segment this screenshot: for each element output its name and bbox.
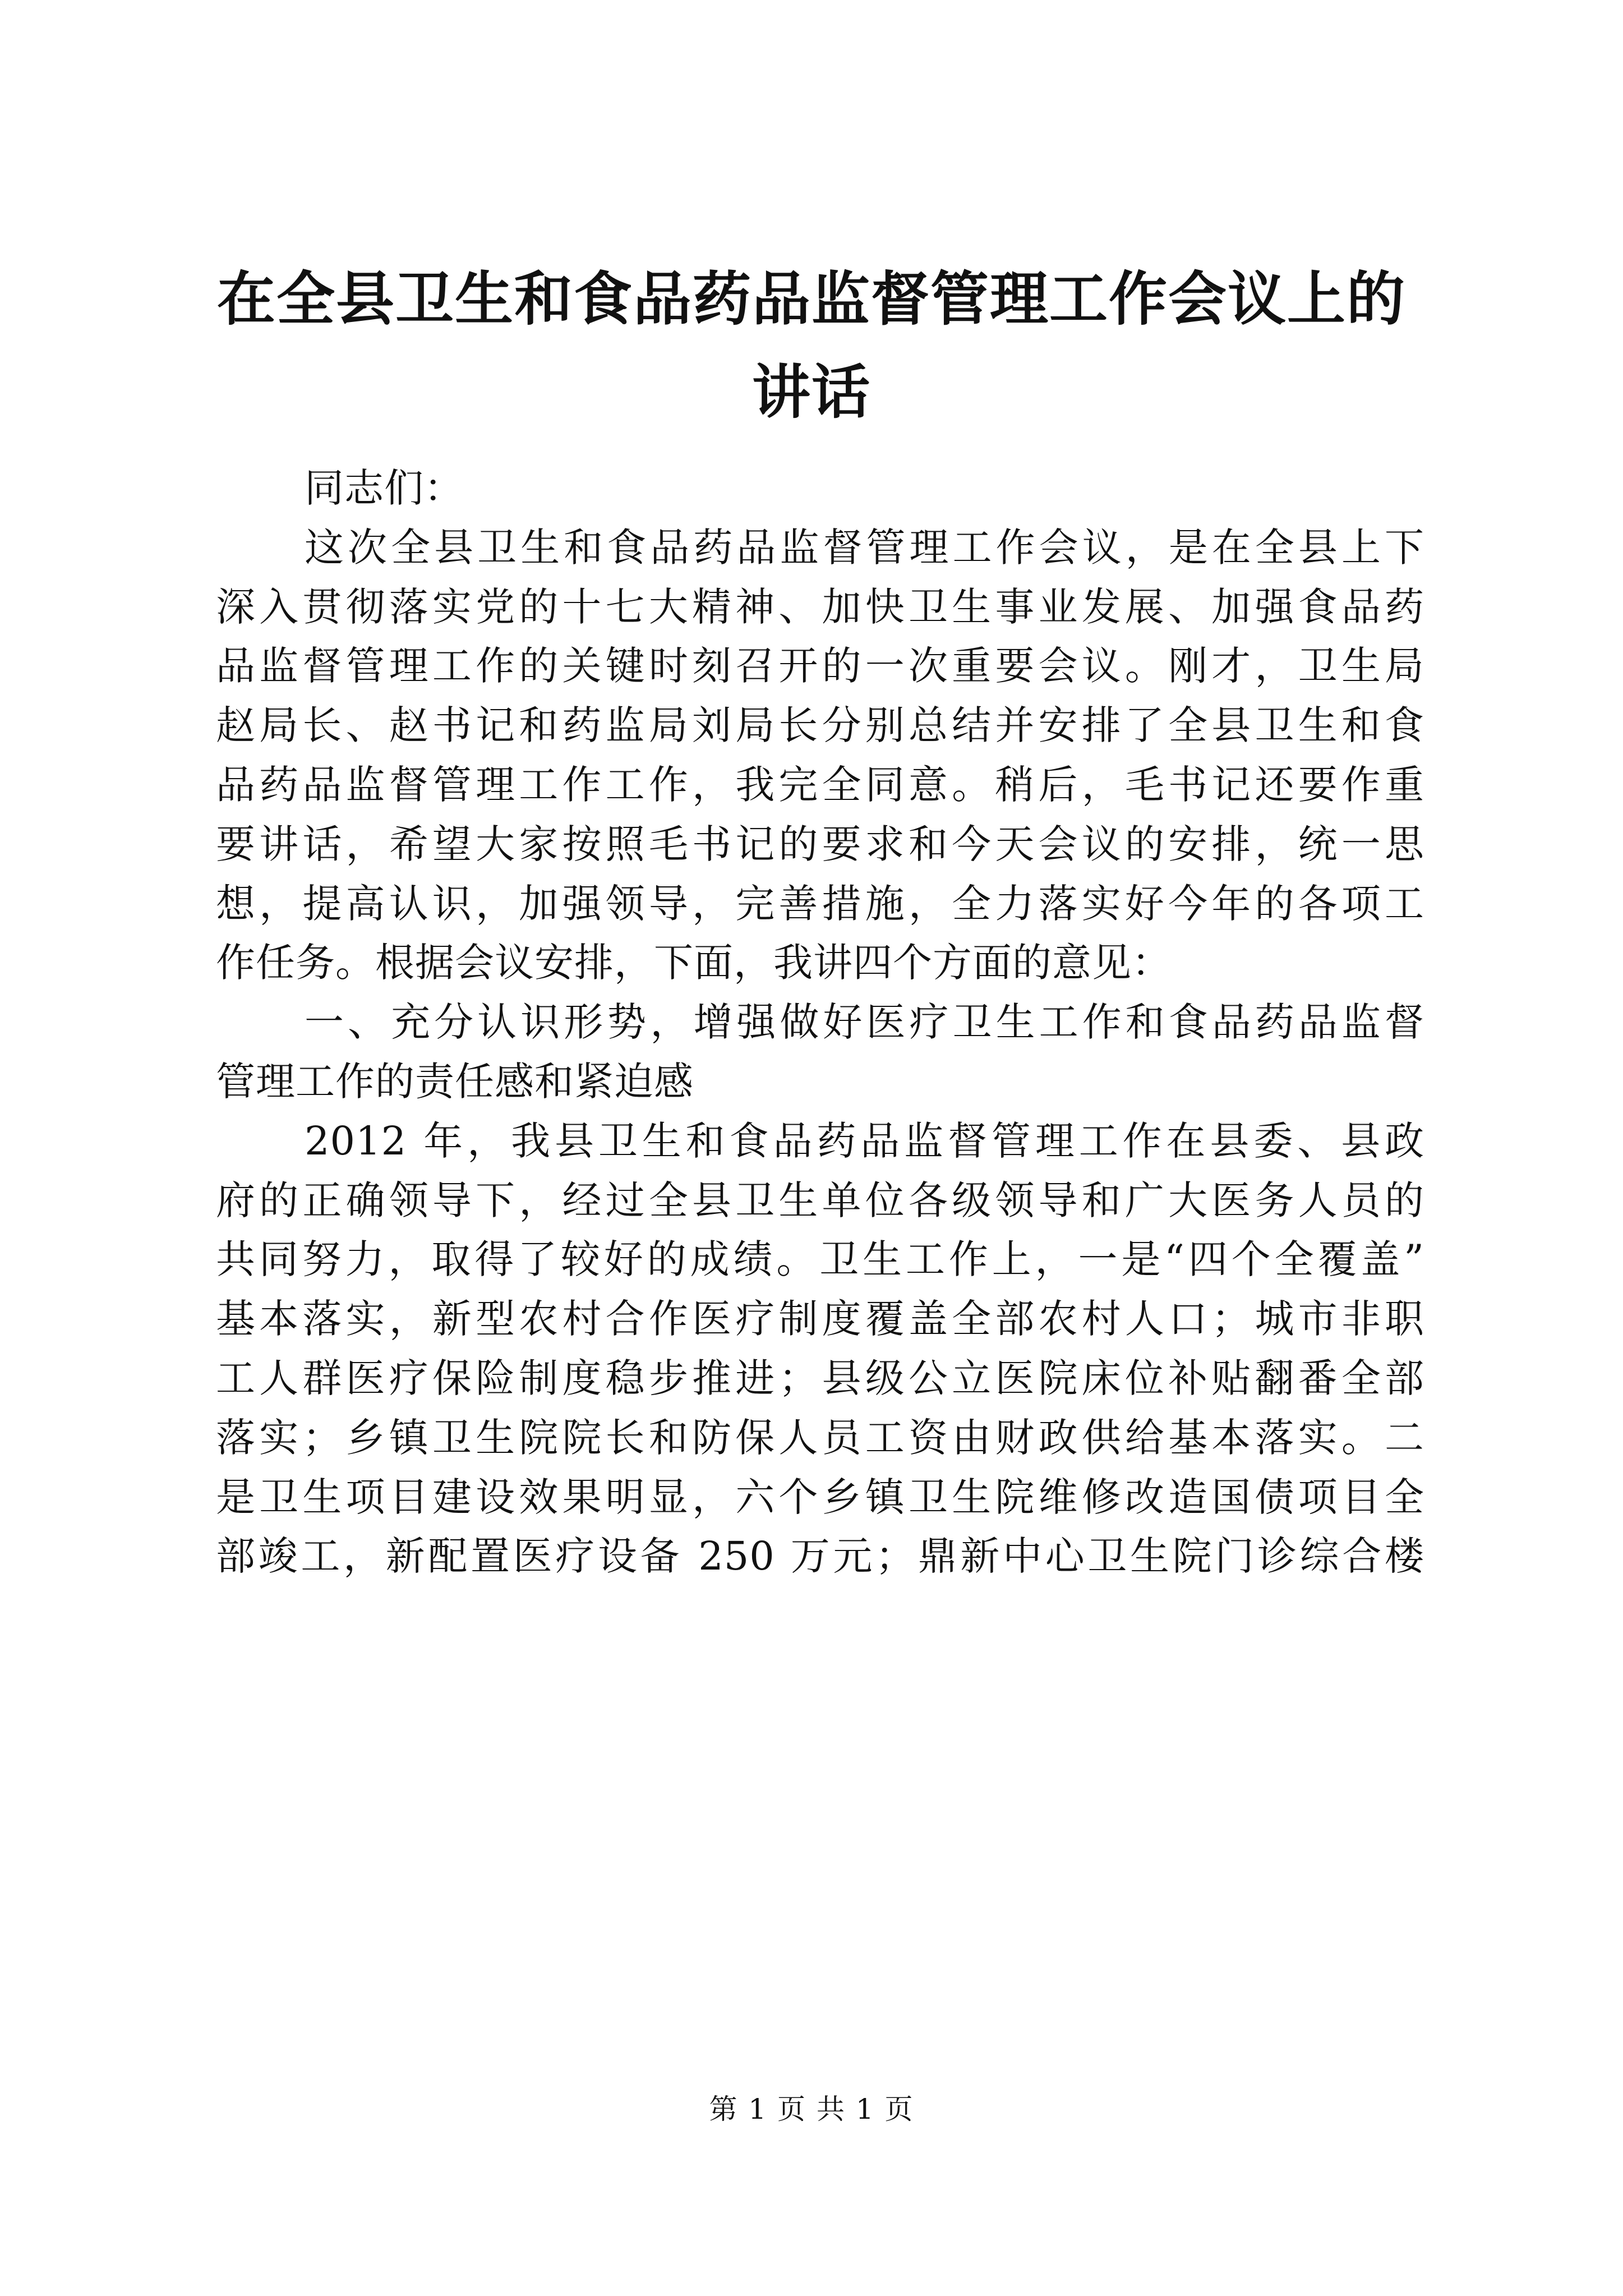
section-heading-line: 管理工作的责任感和紧迫感 [216,1058,694,1105]
body-line: 共同努力，取得了较好的成绩。卫生工作上，一是“四个全覆盖” [216,1236,1424,1283]
body-line: 要讲话，希望大家按照毛书记的要求和今天会议的安排，统一思 [216,821,1424,867]
page-footer: 第 1 页 共 1 页 [709,2093,914,2125]
title-line: 在全县卫生和食品药品监督管理工作会议上的 [216,264,1406,333]
section-heading-line: 一、充分认识形势，增强做好医疗卫生工作和食品药品监督 [305,999,1424,1046]
document-body [216,459,1424,1586]
document-title [202,252,1421,439]
body-line: 府的正确领导下，经过全县卫生单位各级领导和广大医务人员的 [216,1177,1424,1223]
body-line: 这次全县卫生和食品药品监督管理工作会议，是在全县上下 [305,524,1424,570]
body-line: 部竣工，新配置医疗设备 250 万元；鼎新中心卫生院门诊综合楼 [216,1533,1424,1580]
body-line: 赵局长、赵书记和药监局刘局长分别总结并安排了全县卫生和食 [216,702,1424,749]
body-line: 落实；乡镇卫生院院长和防保人员工资由财政供给基本落实。二 [216,1414,1424,1461]
body-line: 作任务。根据会议安排，下面，我讲四个方面的意见： [216,940,1172,986]
body-line: 深入贯彻落实党的十七大精神、加快卫生事业发展、加强食品药 [216,583,1424,630]
body-line: 品监督管理工作的关键时刻召开的一次重要会议。刚才，卫生局 [216,643,1424,689]
body-line: 品药品监督管理工作工作，我完全同意。稍后，毛书记还要作重 [216,761,1424,808]
title-line: 讲话 [751,357,871,426]
body-line: 基本落实，新型农村合作医疗制度覆盖全部农村人口；城市非职 [216,1296,1424,1342]
salutation: 同志们： [305,465,464,511]
body-line: 是卫生项目建设效果明显，六个乡镇卫生院维修改造国债项目全 [216,1474,1424,1520]
body-line: 工人群医疗保险制度稳步推进；县级公立医院床位补贴翻番全部 [216,1355,1424,1401]
body-line: 2012 年，我县卫生和食品药品监督管理工作在县委、县政 [305,1117,1424,1164]
body-line: 想，提高认识，加强领导，完善措施，全力落实好今年的各项工 [216,880,1424,927]
